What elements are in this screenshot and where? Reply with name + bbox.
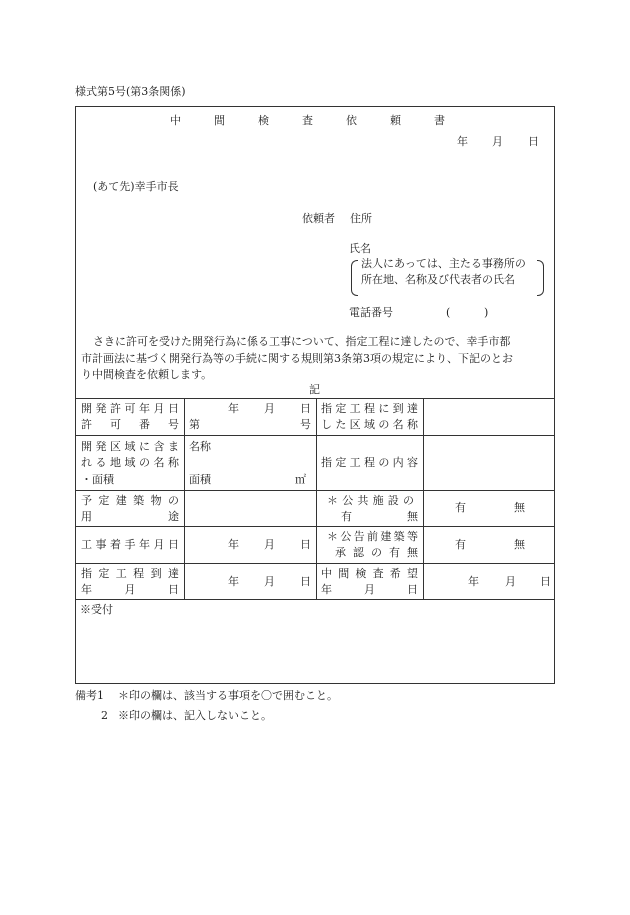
r1-month: 月 [264,402,275,415]
r4-month: 月 [264,538,275,551]
address-label: 住所 [350,212,372,225]
body-line: 市計画法に基づく開発行為等の手続に関する規則第3条第3項の規定により、下記のとお [81,352,513,365]
date-day-label: 日 [528,135,539,148]
table-col-rule [423,398,424,599]
pre-notice-approval-label: 承 認 の 有 無 [335,546,418,559]
receipt-label: ※受付 [80,603,113,616]
pre-notice-approval-label: ＊ 公 告 前 建 築 等 [327,530,418,543]
r1-go: 号 [300,418,311,431]
phone-label: 電話番号 [349,306,393,319]
note-line-2: ※印の欄は、記入しないこと。 [118,709,272,722]
table-col-rule [184,398,185,599]
table-col-rule [316,398,317,599]
requester-label: 依頼者 [302,212,335,225]
r4-year: 年 [228,538,239,551]
area-unit: ㎡ [295,473,306,486]
date-year-label: 年 [457,135,468,148]
area-name-label: し た 区 域 の 名 称 [321,418,418,431]
phone-paren-open: ( [446,306,451,319]
right-bracket [537,260,544,296]
dev-area-label: れ る 地 域 の 名 称 [81,456,179,469]
body-line: さきに許可を受けた開発行為に係る工事について、指定工程に達したので、幸手市都 [93,335,511,348]
r5-right-year: 年 [468,575,479,588]
process-reached-label: 指 定 工 程 到 達 [81,567,179,580]
table-rule [75,526,555,527]
process-content-label: 指 定 工 程 の 内 容 [321,456,418,469]
construction-start-label: 工 事 着 手 年 月 日 [81,538,179,551]
inspection-wish-date-label: 年 月 日 [321,583,418,596]
left-bracket [351,260,358,296]
date-month-label: 月 [492,135,503,148]
inspection-wish-label: 中 間 検 査 希 望 [321,567,418,580]
table-rule [75,435,555,436]
title-char: 頼 [390,114,401,127]
body-line: り中間検査を依頼します。 [81,368,213,381]
title-char: 検 [258,114,269,127]
r1-day: 日 [300,402,311,415]
document-title [170,114,445,128]
r1-dai: 第 [189,418,200,431]
r5-year: 年 [228,575,239,588]
planned-building-label: 予 定 建 築 物 の [81,494,179,507]
title-char: 間 [214,114,225,127]
public-facility-label: ＊ 公 共 施 設 の [327,494,414,507]
table-rule [75,599,555,600]
permit-number-label: 許 可 番 号 [81,418,179,431]
dev-area-label: 開 発 区 域 に 含 ま [81,440,179,453]
title-char: 査 [302,114,313,127]
r5-right-day: 日 [540,575,551,588]
process-reached-date-label: 年 月 日 [81,583,179,596]
name-label: 氏名 [349,242,371,255]
r5-right-month: 月 [505,575,516,588]
r4-no-option[interactable]: 無 [514,538,525,551]
public-facility-label: 有 無 [341,510,418,523]
area-size-field-label: 面積 [189,473,211,486]
title-char: 依 [346,114,357,127]
note-line-1: ＊印の欄は、該当する事項を〇で囲むこと。 [118,689,338,702]
r3-no-option[interactable]: 無 [514,501,525,514]
table-rule [75,563,555,564]
area-reached-label: 指 定 工 程 に 到 達 [321,402,418,415]
note-number-2: 2 [101,709,108,722]
r1-year: 年 [228,402,239,415]
dev-area-label: ・面積 [81,473,114,486]
r5-day: 日 [300,575,311,588]
notes-prefix: 備考1 [75,689,104,702]
usage-label: 用 途 [81,510,179,523]
r4-yes-option[interactable]: 有 [455,538,466,551]
corporate-note-line1: 法人にあっては、主たる事務所の [361,257,526,270]
permit-date-label: 開 発 許 可 年 月 日 [81,402,179,415]
phone-paren-close: ) [484,306,489,319]
addressee: (あて先)幸手市長 [93,180,179,193]
table-rule [75,490,555,491]
ki-heading: 記 [309,383,320,396]
r5-month: 月 [264,575,275,588]
corporate-note-line2: 所在地、名称及び代表者の氏名 [361,273,515,286]
r4-day: 日 [300,538,311,551]
table-top-rule [75,398,555,399]
form-number-label: 様式第5号(第3条関係) [75,85,186,98]
title-char: 中 [170,114,181,127]
title-char: 書 [434,114,445,127]
r3-yes-option[interactable]: 有 [455,501,466,514]
area-name-field-label: 名称 [189,440,211,453]
